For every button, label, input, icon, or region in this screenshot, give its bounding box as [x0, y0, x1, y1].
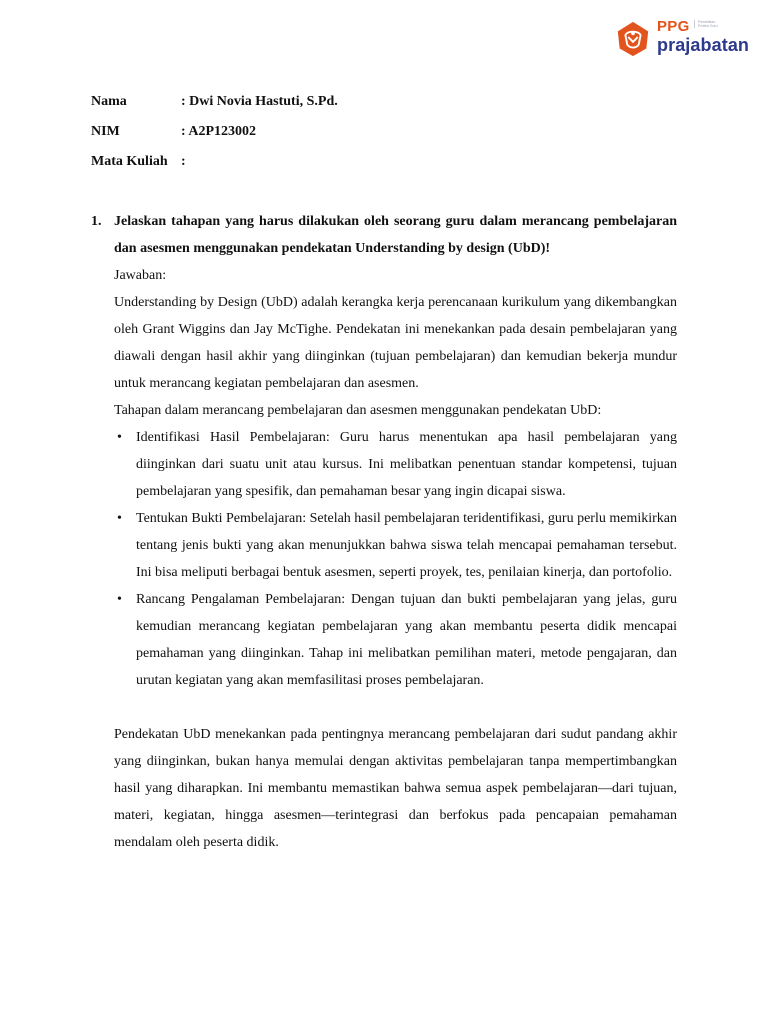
answer-intro: Understanding by Design (UbD) adalah kerangka kerja perencanaan kurikulum yang dikembangkan oleh Grant Wiggins dan Jay McTighe. Pendekatan ini menekankan pada desain pembelajaran yang diawali dengan hasil akhir yang diinginkan (tujuan pembelajaran) dan kemudian bekerja mundur untuk merancang kegiatan pembelajaran dan asesmen.: [114, 295, 677, 391]
closing-paragraph: Pendekatan UbD menekankan pada pentingnya merancang pembelajaran dari sudut pandang akhir yang diinginkan, bukan hanya memulai dengan aktivitas pembelajaran tanpa mempertimbangkan hasil yang diharapkan. Ini membantu memastikan bahwa semua aspek pembelajaran—dari tujuan, materi, kegiatan, hingga asesmen—terintegrasi dan berfokus pada pencapaian pemahaman mendalam oleh peserta didik.: [114, 727, 677, 850]
question-text: Jelaskan tahapan yang harus dilakukan oleh seorang guru dalam merancang pembelajaran dan asesmen menggunakan pendekatan Understanding by design (UbD)!: [114, 214, 677, 256]
logo-tagline: Pendidikan Profesi Guru: [694, 20, 726, 28]
matkul-label: Mata Kuliah: [91, 154, 168, 169]
list-item: [114, 505, 677, 586]
document-body: [91, 208, 677, 856]
logo-product: prajabatan: [657, 35, 750, 55]
answer-label: Jawaban:: [114, 268, 167, 283]
nim-label: NIM: [91, 124, 120, 139]
nim-value: : A2P123002: [181, 124, 257, 139]
bullet-icon: •: [117, 511, 122, 526]
matkul-row: [91, 154, 186, 170]
steps-intro: Tahapan dalam merancang pembelajaran dan asesmen menggunakan pendekatan UbD:: [114, 403, 602, 418]
list-item: [114, 424, 677, 505]
nama-label: Nama: [91, 94, 127, 109]
list-item: [114, 586, 677, 694]
nama-value: : Dwi Novia Hastuti, S.Pd.: [181, 94, 338, 109]
question-number: 1.: [91, 214, 102, 229]
answer-block: [91, 262, 677, 856]
question-1: [91, 208, 677, 262]
ppg-emblem-icon: [614, 20, 652, 58]
bullet-icon: •: [117, 592, 122, 607]
step-text: Identifikasi Hasil Pembelajaran: Guru harus menentukan apa hasil pembelajaran yang diinginkan dari suatu unit atau kursus. Ini melibatkan penentuan standar kompetensi, tujuan pembelajaran yang spesifik, dan pemahaman besar yang ingin dicapai siswa.: [136, 430, 677, 499]
nim-row: [91, 124, 256, 140]
step-text: Tentukan Bukti Pembelajaran: Setelah hasil pembelajaran teridentifikasi, guru perlu memikirkan tentang jenis bukti yang akan menunjukkan bahwa siswa telah mencapai pemahaman tersebut. Ini bisa meliputi berbagai bentuk asesmen, seperti proyek, tes, penilaian kinerja, dan portofolio.: [136, 511, 677, 580]
step-text: Rancang Pengalaman Pembelajaran: Dengan tujuan dan bukti pembelajaran yang jelas, guru kemudian merancang kegiatan pembelajaran yang akan membantu peserta didik mencapai pemahaman yang diinginkan. Tahap ini melibatkan pemilihan materi, metode pengajaran, dan urutan kegiatan yang akan memfasilitasi proses pembelajaran.: [136, 592, 677, 688]
ppg-prajabatan-logo: [614, 18, 754, 62]
logo-brand: PPG: [657, 18, 690, 35]
steps-list: [114, 424, 677, 694]
nama-row: [91, 94, 338, 110]
matkul-value: :: [181, 154, 186, 169]
bullet-icon: •: [117, 430, 122, 445]
